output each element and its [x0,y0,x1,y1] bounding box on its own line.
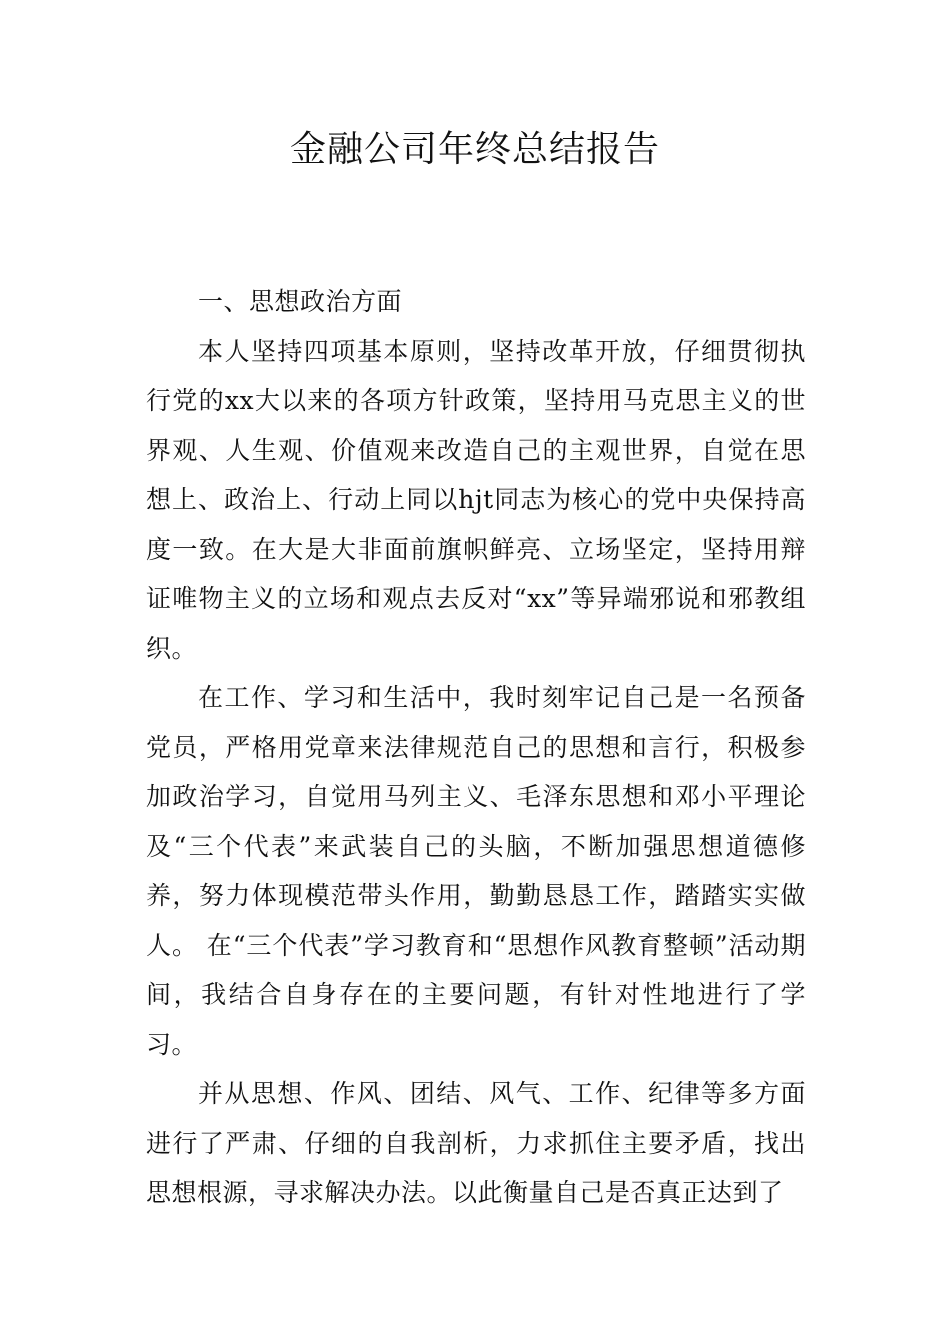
section-heading: 一、思想政治方面 [198,287,403,316]
document-title: 金融公司年终总结报告 [289,129,660,170]
paragraph-2: 在工作、学习和生活中，我时刻牢记自己是一名预备党员，严格用党章来法律规范自己的思想和言行，积极参加政治学习，自觉用马列主义、毛泽东思想和邓小平理论及“三个代表”来武装自己的头脑，不断加强思想道德修养，努力体现模范带头作用，勤勤恳恳工作，踏踏实实做人。 在“三个代表”学习教育和“思想作风教育整顿”活动期间，我结合自身存在的主要问题，有针对性地进行了学习。 [146,683,806,1059]
paragraph-3: 并从思想、作风、团结、风气、工作、纪律等多方面进行了严肃、仔细的自我剖析，力求抓住主要矛盾，找出思想根源，寻求解决办法。以此衡量自己是否真正达到了 [146,1079,806,1207]
document-body [146,277,806,1218]
paragraph-1: 本人坚持四项基本原则，坚持改革开放，仔细贯彻执行党的xx大以来的各项方针政策，坚持用马克思主义的世界观、人生观、价值观来改造自己的主观世界，自觉在思想上、政治上、行动上同以hjt同志为核心的党中央保持高度一致。在大是大非面前旗帜鲜亮、立场坚定，坚持用辩证唯物主义的立场和观点去反对“xx”等异端邪说和邪教组织。 [146,336,806,663]
